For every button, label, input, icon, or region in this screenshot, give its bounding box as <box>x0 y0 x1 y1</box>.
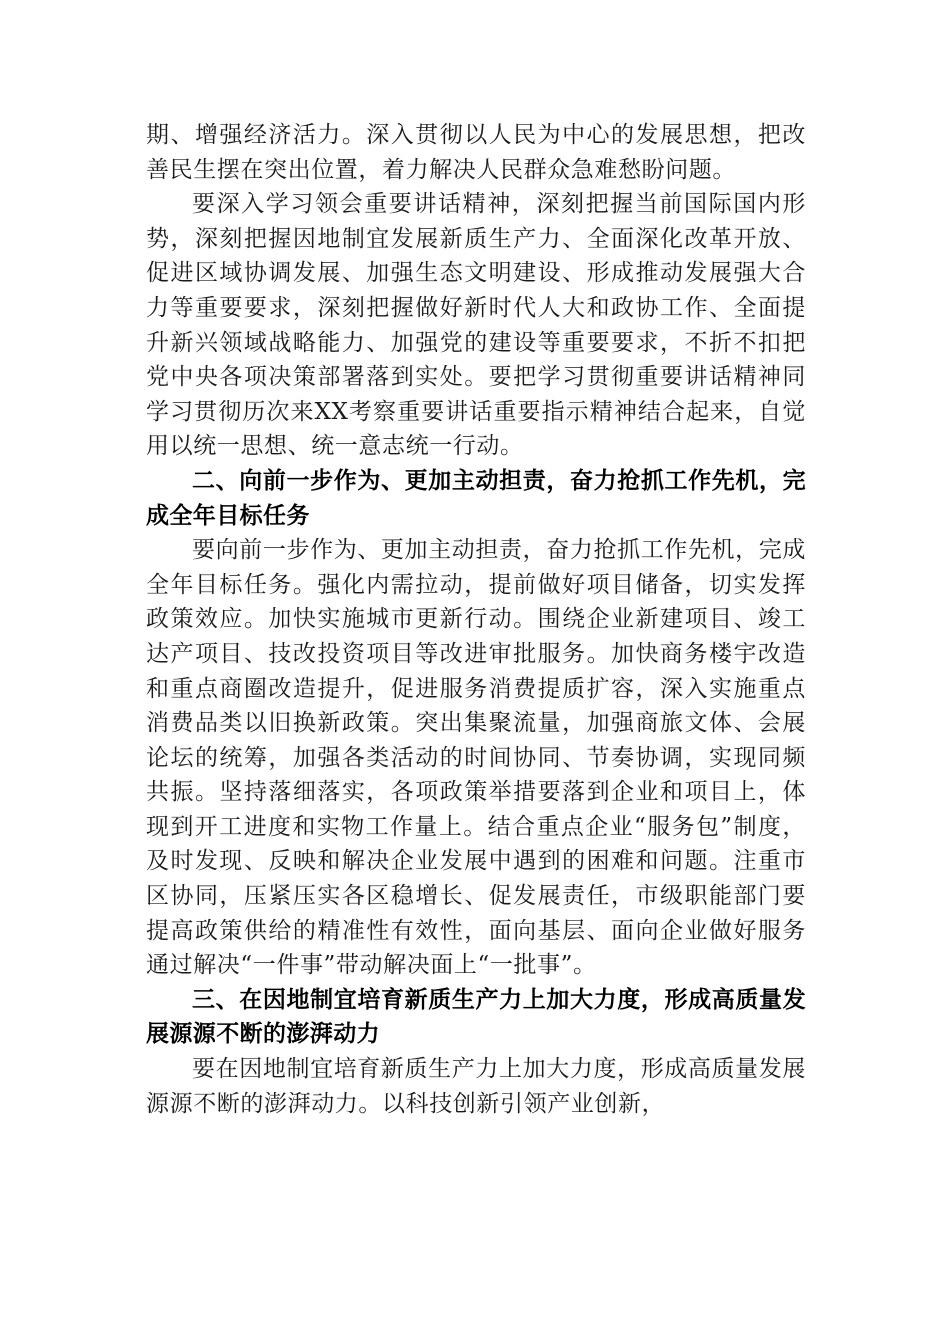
paragraph-section-three: 要在因地制宜培育新质生产力上加大力度，形成高质量发展源源不断的澎湃动力。以科技创新引领产业创新， <box>146 1056 806 1117</box>
paragraph-section-two: 要向前一步作为、更加主动担责，奋力抢抓工作先机，完成全年目标任务。强化内需拉动，提前做好项目储备，切实发挥政策效应。加快实施城市更新行动。围绕企业新建项目、竣工达产项目、技改投资项目等改进审批服务。加快商务楼宇改造和重点商圈改造提升，促进服务消费提质扩容，深入实施重点消费品类以旧换新政策。突出集聚流量，加强商旅文体、会展论坛的统筹，加强各类活动的时间协同、节奏协调，实现同频共振。坚持落细落实，各项政策举措要落到企业和项目上，体现到开工进度和实物工作量上。结合重点企业“服务包”制度，及时发现、反映和解决企业发展中遇到的困难和问题。注重市区协同，压紧压实各区稳增长、促发展责任，市级职能部门要提高政策供给的精准性有效性，面向基层、面向企业做好服务通过解决“一件事”带动解决面上“一批事”。 <box>146 537 806 979</box>
document-body <box>146 118 806 1121</box>
paragraph-continued: 期、增强经济活力。深入贯彻以人民为中心的发展思想，把改善民生摆在突出位置，着力解决人民群众急难愁盼问题。 <box>146 122 806 183</box>
paragraph-study-speech: 要深入学习领会重要讲话精神，深刻把握当前国际国内形势，深刻把握因地制宜发展新质生产力、全面深化改革开放、促进区域协调发展、加强生态文明建设、形成推动发展强大合力等重要要求，深刻把握做好新时代人大和政协工作、全面提升新兴领域战略能力、加强党的建设等重要要求，不折不扣把党中央各项决策部署落到实处。要把学习贯彻重要讲话精神同学习贯彻历次来XX考察重要讲话重要指示精神结合起来，自觉用以统一思想、统一意志统一行动。 <box>146 191 806 460</box>
section-heading-three: 三、在因地制宜培育新质生产力上加大力度，形成高质量发展源源不断的澎湃动力 <box>146 986 806 1048</box>
section-heading-two: 二、向前一步作为、更加主动担责，奋力抢抓工作先机，完成全年目标任务 <box>146 467 806 529</box>
